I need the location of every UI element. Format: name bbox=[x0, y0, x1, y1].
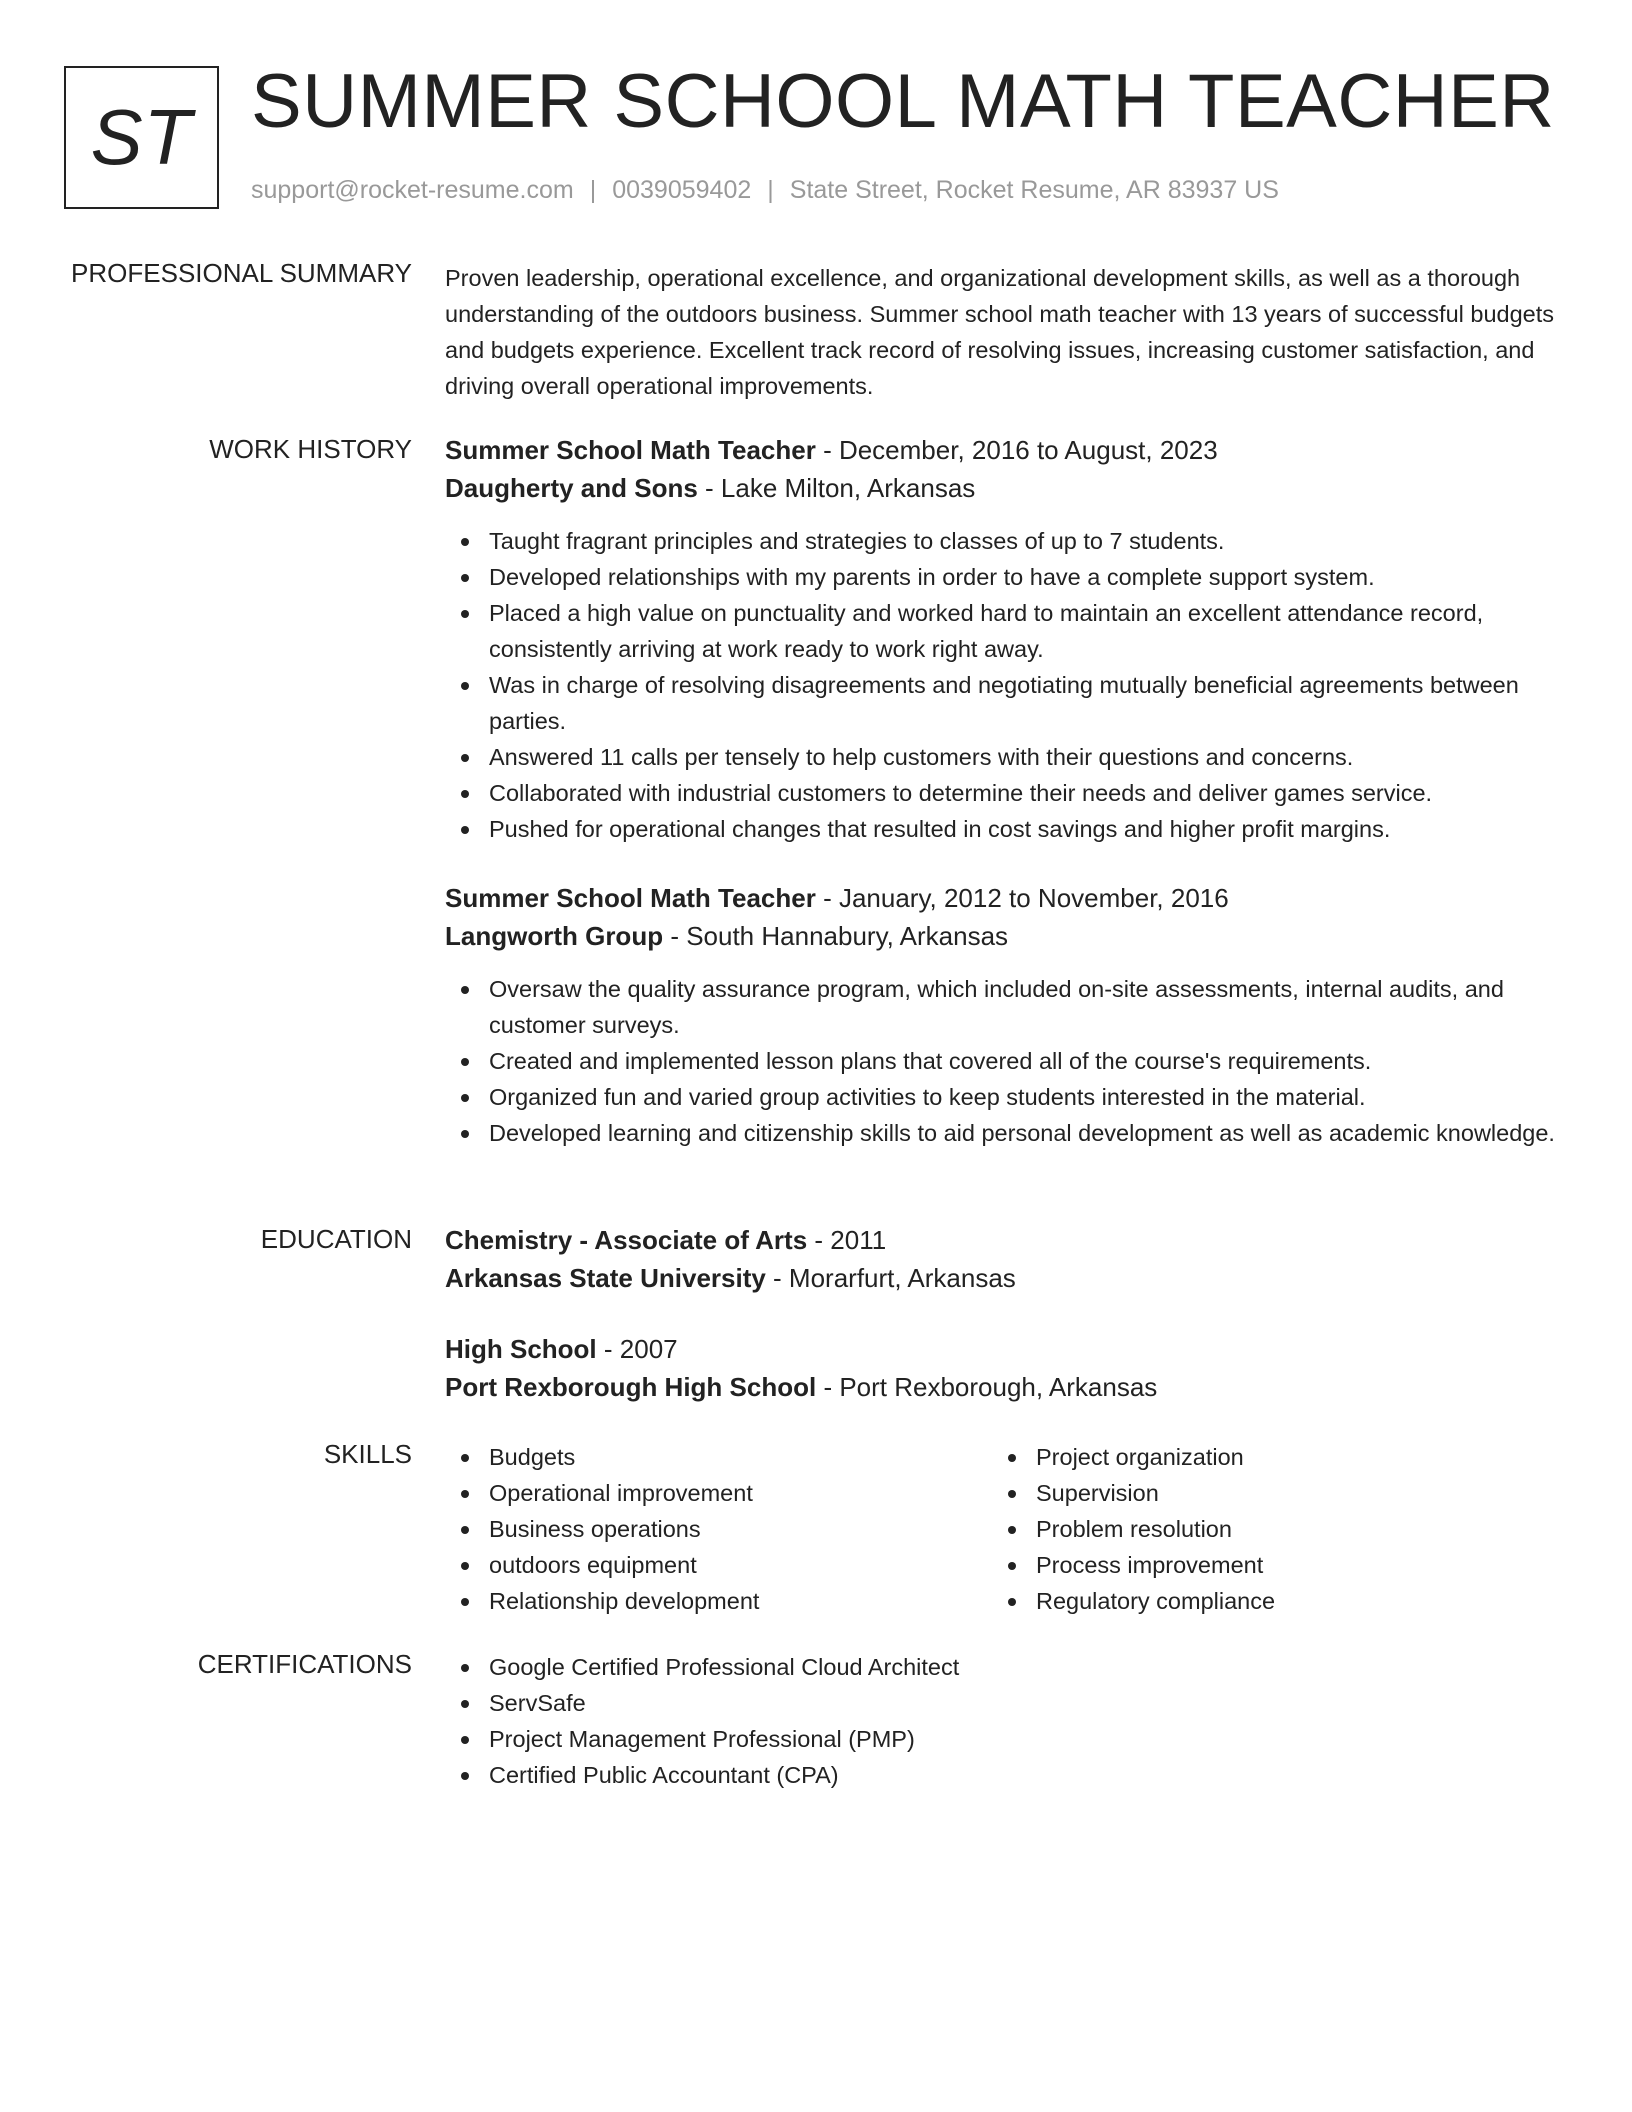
job-company: Langworth Group bbox=[445, 921, 664, 951]
list-item: Certified Public Accountant (CPA) bbox=[445, 1757, 1565, 1793]
list-item: Google Certified Professional Cloud Architect bbox=[445, 1649, 1565, 1685]
skills-column-right bbox=[992, 1439, 1539, 1619]
education-year: - 2011 bbox=[807, 1225, 887, 1255]
resume-title: SUMMER SCHOOL MATH TEACHER bbox=[251, 59, 1555, 144]
job-title: Summer School Math Teacher bbox=[445, 435, 816, 465]
list-item: Process improvement bbox=[992, 1547, 1539, 1583]
education-degree-line bbox=[445, 1330, 1565, 1368]
job-bullets bbox=[445, 971, 1565, 1151]
education-location: - Morarfurt, Arkansas bbox=[765, 1263, 1016, 1293]
job-title-line bbox=[445, 431, 1565, 469]
list-item: Answered 11 calls per tensely to help customers with their questions and concerns. bbox=[445, 739, 1565, 775]
education-degree: Chemistry - Associate of Arts bbox=[445, 1225, 808, 1255]
education-entry bbox=[445, 1221, 1565, 1297]
list-item: Relationship development bbox=[445, 1583, 992, 1619]
job-entry bbox=[445, 431, 1565, 847]
list-item: Placed a high value on punctuality and worked hard to maintain an excellent attendance record, consistently arriving at work ready to work right away. bbox=[445, 595, 1565, 667]
job-dates: - January, 2012 to November, 2016 bbox=[815, 883, 1229, 913]
list-item: Business operations bbox=[445, 1511, 992, 1547]
list-item: Project organization bbox=[992, 1439, 1539, 1475]
list-item: Taught fragrant principles and strategies to classes of up to 7 students. bbox=[445, 523, 1565, 559]
contact-separator: | bbox=[767, 176, 774, 204]
education-degree-line bbox=[445, 1221, 1565, 1259]
job-dates: - December, 2016 to August, 2023 bbox=[815, 435, 1218, 465]
skills-content bbox=[445, 1439, 1565, 1619]
summary-content bbox=[445, 260, 1565, 404]
list-item: Regulatory compliance bbox=[992, 1583, 1539, 1619]
list-item: Supervision bbox=[992, 1475, 1539, 1511]
list-item: Oversaw the quality assurance program, which included on-site assessments, internal audits, and customer surveys. bbox=[445, 971, 1565, 1043]
list-item: Pushed for operational changes that resulted in cost savings and higher profit margins. bbox=[445, 811, 1565, 847]
job-location: - Lake Milton, Arkansas bbox=[697, 473, 976, 503]
section-label-summary: PROFESSIONAL SUMMARY bbox=[71, 258, 412, 288]
contact-line bbox=[251, 176, 1279, 205]
contact-phone: 0039059402 bbox=[612, 176, 752, 204]
list-item: Was in charge of resolving disagreements and negotiating mutually beneficial agreements between parties. bbox=[445, 667, 1565, 739]
education-degree: High School bbox=[445, 1334, 597, 1364]
list-item: Project Management Professional (PMP) bbox=[445, 1721, 1565, 1757]
summary-text: Proven leadership, operational excellence, and organizational development skills, as well as a thorough understanding of the outdoors business. Summer school math teacher with 13 years of successful budgets and budgets experience. Excellent track record of resolving issues, increasing customer satisfaction, and driving overall operational improvements. bbox=[445, 265, 1555, 399]
education-year: - 2007 bbox=[596, 1334, 678, 1364]
contact-address: State Street, Rocket Resume, AR 83937 US bbox=[789, 176, 1279, 204]
job-company: Daugherty and Sons bbox=[445, 473, 698, 503]
job-title-line bbox=[445, 879, 1565, 917]
list-item: Developed learning and citizenship skills to aid personal development as well as academic knowledge. bbox=[445, 1115, 1565, 1151]
education-school: Port Rexborough High School bbox=[445, 1372, 817, 1402]
certifications-list bbox=[445, 1649, 1565, 1793]
list-item: Created and implemented lesson plans that covered all of the course's requirements. bbox=[445, 1043, 1565, 1079]
section-label-certifications: CERTIFICATIONS bbox=[197, 1649, 412, 1679]
list-item: Operational improvement bbox=[445, 1475, 992, 1511]
job-location: - South Hannabury, Arkansas bbox=[663, 921, 1009, 951]
section-label-skills: SKILLS bbox=[323, 1439, 412, 1469]
job-company-line bbox=[445, 469, 1565, 507]
job-entry bbox=[445, 879, 1565, 1151]
section-label-work: WORK HISTORY bbox=[209, 434, 412, 464]
monogram-box bbox=[64, 66, 219, 209]
education-content bbox=[445, 1221, 1565, 1406]
list-item: Developed relationships with my parents in order to have a complete support system. bbox=[445, 559, 1565, 595]
monogram-initials: ST bbox=[90, 93, 193, 181]
education-entry bbox=[445, 1330, 1565, 1406]
education-school-line bbox=[445, 1259, 1565, 1297]
skills-columns bbox=[445, 1439, 1565, 1619]
list-item: Organized fun and varied group activities to keep students interested in the material. bbox=[445, 1079, 1565, 1115]
list-item: Collaborated with industrial customers to determine their needs and deliver games service. bbox=[445, 775, 1565, 811]
list-item: Problem resolution bbox=[992, 1511, 1539, 1547]
skills-column-left bbox=[445, 1439, 992, 1619]
contact-email: support@rocket-resume.com bbox=[251, 176, 574, 204]
job-company-line bbox=[445, 917, 1565, 955]
education-school-line bbox=[445, 1368, 1565, 1406]
list-item: outdoors equipment bbox=[445, 1547, 992, 1583]
certifications-content bbox=[445, 1649, 1565, 1793]
list-item: ServSafe bbox=[445, 1685, 1565, 1721]
work-content bbox=[445, 431, 1565, 1151]
job-bullets bbox=[445, 523, 1565, 847]
list-item: Budgets bbox=[445, 1439, 992, 1475]
education-location: - Port Rexborough, Arkansas bbox=[816, 1372, 1158, 1402]
section-label-education: EDUCATION bbox=[260, 1224, 412, 1254]
job-title: Summer School Math Teacher bbox=[445, 883, 816, 913]
education-school: Arkansas State University bbox=[445, 1263, 766, 1293]
contact-separator: | bbox=[589, 176, 597, 204]
